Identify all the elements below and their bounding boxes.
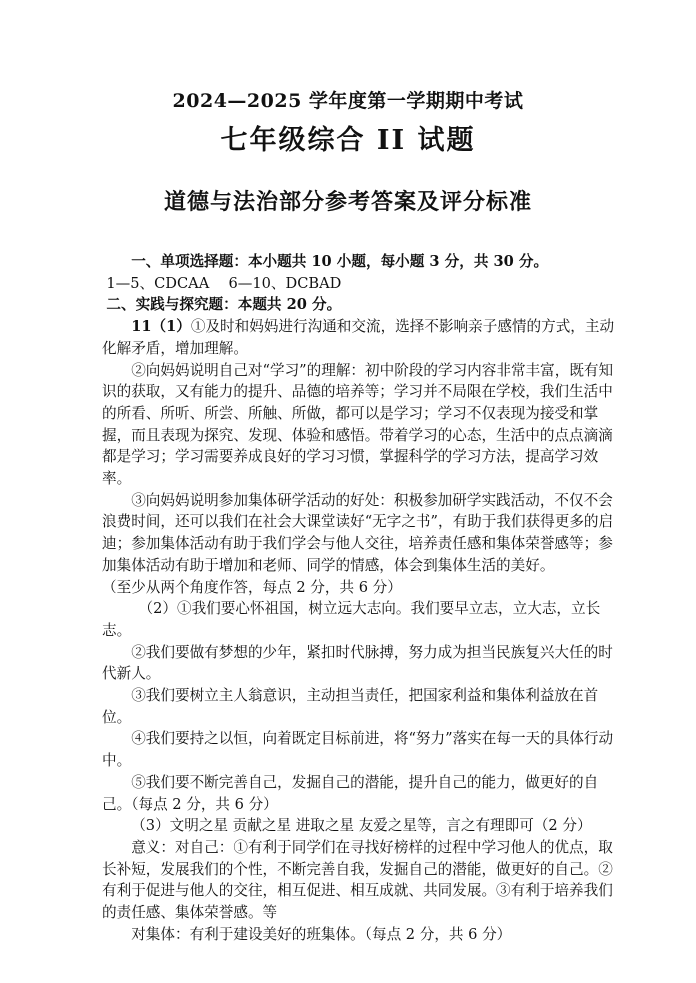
q11-part1-item3: ③向妈妈说明参加集体研学活动的好处：积极参加研学实践活动，不仅不会浪费时间，还可以我们在社会大课堂读好“无字之书”，有助于我们获得更多的启迪；参加集体活动有助于我们学会与他人交往，培养责任感和集体荣誉感等；参加集体活动有助于增加和老师、同学的情感，体会到集体生活的美好。 [102, 491, 614, 574]
section1-answers: 1—5、CDCAA 6—10、DCBAD [106, 274, 342, 292]
q11-part2-item4: ④我们要持之以恒，向着既定目标前进，将“努力”落实在每一天的具体行动中。 [102, 730, 614, 770]
q11-part2-item5: ⑤我们要不断完善自己，发掘自己的潜能，提升自己的能力，做更好的自己。（每点 2 分，共 6 分） [102, 773, 599, 813]
q11-part2-item2: ②我们要做有梦想的少年，紧扣时代脉搏，努力成为担当民族复兴大任的时代新人。 [102, 643, 613, 683]
exam-subtitle: 七年级综合 II 试题 [220, 125, 476, 156]
section1-heading: 一、单项选择题：本小题共 10 小题，每小题 3 分，共 30 分。 [131, 253, 549, 270]
q11-part3-meaning-self: 意义：对自己：①有利于同学们在寻找好榜样的过程中学习他人的优点，取长补短，发展我们的个性，不断完善自我，发掘自己的潜能，做更好的自己。②有利于促进与他人的交往，相互促进、相互成就、共同发展。③有利于培养我们的责任感、集体荣誉感。等 [102, 838, 613, 922]
answer-content [102, 251, 624, 946]
section2-heading: 二、实践与探究题：本题共 20 分。 [106, 296, 342, 314]
q11-part1-item1 [102, 316, 624, 359]
q11-part3-meaning-group: 对集体：有利于建设美好的班集体。（每点 2 分，共 6 分） [131, 925, 512, 943]
exam-title: 2024—2025 学年度第一学期期中考试 [172, 90, 524, 112]
q11-part3-answer: （3）文明之星 贡献之星 进取之星 友爱之星等，言之有理即可（2 分） [131, 817, 592, 835]
q11-part2-item3: ③我们要树立主人翁意识，主动担当责任，把国家利益和集体利益放在首位。 [102, 687, 599, 726]
answer-key-title: 道德与法治部分参考答案及评分标准 [163, 189, 532, 215]
q11-part1-item1-text: ①及时和妈妈进行沟通和交流，选择不影响亲子感情的方式，主动化解矛盾，增加理解。 [102, 318, 615, 357]
q11-part1-score: （至少从两个角度作答，每点 2 分，共 6 分） [102, 578, 402, 596]
q11-part2-item1: （2）①我们要心怀祖国，树立远大志向。我们要早立志，立大志，立长志。 [102, 600, 601, 639]
q11-label: 11（1） [131, 318, 191, 336]
q11-part1-item2: ②向妈妈说明自己对“学习”的理解：初中阶段的学习内容非常丰富，既有知识的获取，又有能力的提升、品德的培养等；学习并不局限在学校，我们生活中的所看、所听、所尝、所触、所做，都可以是学习；学习不仅表现为接受和掌握，而且表现为探究、发现、体验和感悟。带着学习的心态，生活中的点点滴滴都是学习；学习需要养成良好的学习习惯，掌握科学的学习方法，提高学习效率。 [102, 361, 614, 488]
